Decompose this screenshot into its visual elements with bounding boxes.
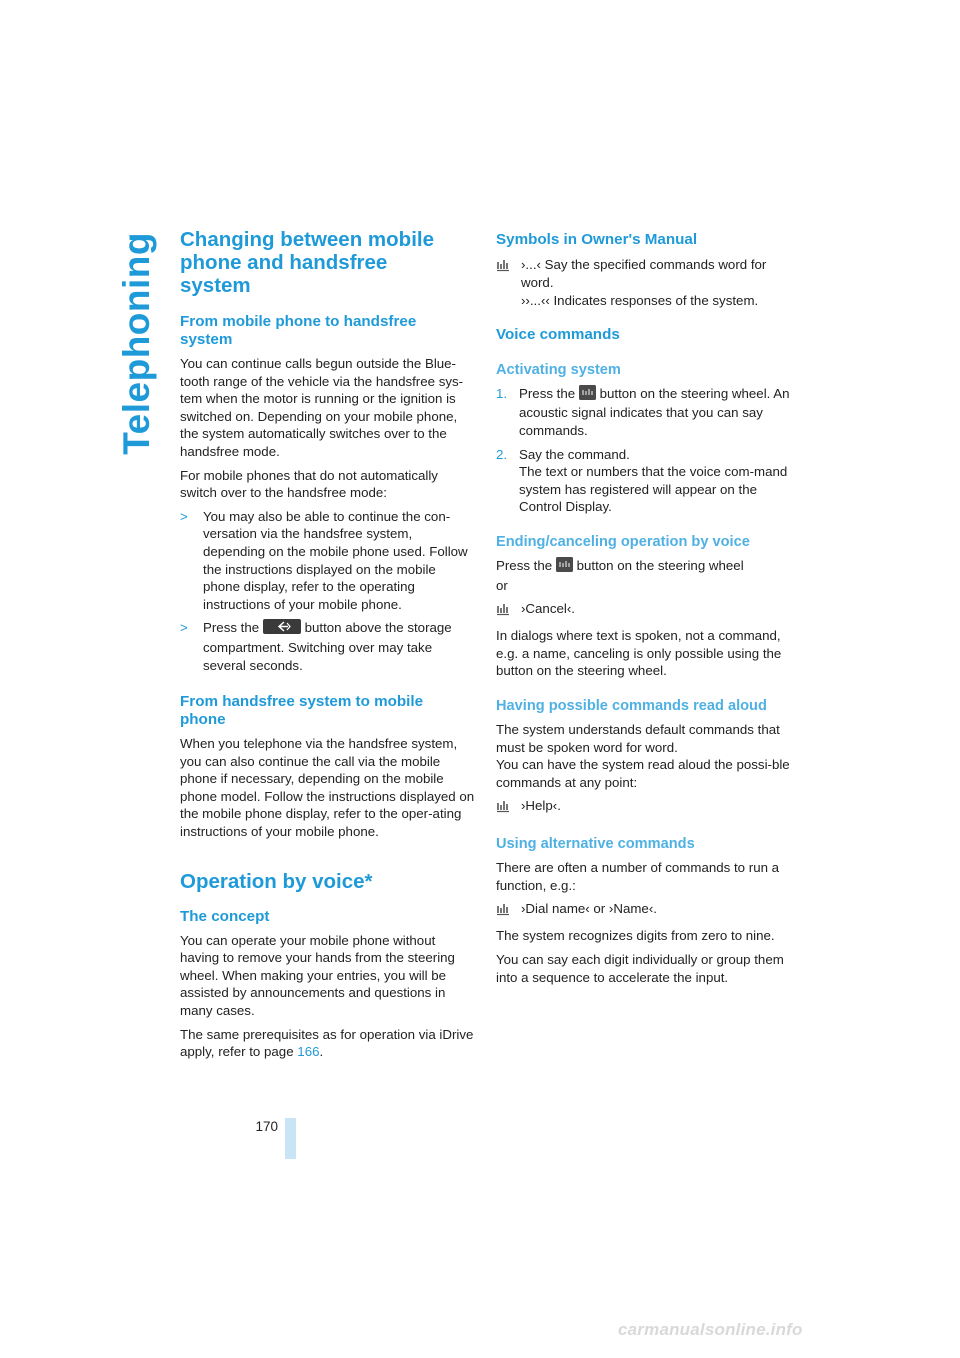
heading-operation-by-voice: Operation by voice* [180, 869, 373, 893]
microphone-icon [496, 797, 521, 818]
step-say-command [496, 446, 790, 516]
bullet-continue-conversation [180, 508, 476, 614]
read-aloud-text: You can have the system read aloud the possi-ble commands at any point: [496, 757, 790, 790]
step-text-post: button on the steering wheel. An acoustic signal indicates that you can say commands. [519, 385, 790, 438]
paragraph-alternative: There are often a number of commands to run a function, e.g.: [496, 860, 780, 893]
steering-wheel-voice-button-icon [579, 385, 596, 405]
symbol-say-text: ›...‹ Say the specified commands word for word. [521, 257, 767, 290]
command-cancel-text: ›Cancel‹. [521, 601, 575, 617]
steering-wheel-voice-button-icon [556, 557, 573, 577]
heading-symbols: Symbols in Owner's Manual [496, 231, 698, 248]
microphone-icon [496, 600, 521, 621]
step-press-button [496, 385, 790, 440]
bullet-marker: > [180, 508, 188, 524]
prerequisites-text: The same prerequisites as for operation via iDrive apply, refer to page [180, 1026, 474, 1060]
default-commands-text: The system understands default commands that must be spoken word for word. [496, 721, 780, 755]
prerequisites-period: . [319, 1044, 324, 1060]
paragraph-prerequisites [180, 1026, 476, 1061]
page-marker-bar [285, 1118, 296, 1159]
paragraph-digits-range: The system recognizes digits from zero to nine. [496, 928, 775, 944]
page-number: 170 [255, 1119, 278, 1134]
heading-alternative-commands: Using alternative commands [496, 836, 695, 853]
heading-read-aloud: Having possible commands read aloud [496, 697, 767, 714]
heading-activating-system: Activating system [496, 361, 621, 378]
phone-transfer-button-icon [263, 619, 301, 639]
paragraph-default-commands [496, 721, 790, 791]
bullet-text: You may also be able to continue the con-versation via the handsfree system, depending on the mobile phone used. Follow the instructions displayed on the mobile phone display, refer to the operating instructions of your mobile phone. [203, 508, 468, 612]
paragraph-concept: You can operate your mobile phone without having to remove your hands from the steering wheel. When making your entries, you will be assisted by announcements and questions in many cases. [180, 932, 455, 1019]
microphone-icon [496, 900, 521, 921]
symbol-responses-text: ››...‹‹ Indicates responses of the system. [521, 293, 759, 309]
paragraph-continue-on-mobile: When you telephone via the handsfree system, you can also continue the call via the mobile phone if necessary, depending on the mobile phone model. Follow the instructions displayed on the mobile phone display, refer to the oper-ating instructions of your mobile phone. [180, 736, 475, 840]
right-column [496, 228, 790, 986]
end-text-pre: Press the [496, 557, 553, 573]
bullet-press-transfer-button [180, 619, 476, 674]
chapter-title: Telephoning [116, 232, 157, 455]
paragraph-bluetooth-continue: You can continue calls begun outside the Blue-tooth range of the vehicle via the handsfree sys-tem when the motor is running or the ignition is switched on. Depending on your mobile phone, the system automatically switches over to the handsfree mode. [180, 356, 464, 459]
heading-mobile-to-handsfree: From mobile phone to handsfree system [180, 313, 417, 348]
paragraph-dialogs-cancel: In dialogs where text is spoken, not a command, e.g. a name, canceling is only possible using the button on the steering wheel. [496, 628, 782, 679]
heading-the-concept: The concept [180, 907, 270, 925]
step-display-text: The text or numbers that the voice com-mand system has registered will appear on the Control Display. [519, 464, 788, 515]
command-dial-name [496, 900, 790, 921]
command-dial-name-text: ›Dial name‹ or ›Name‹. [521, 901, 657, 917]
symbol-say-commands [496, 256, 790, 291]
page-reference-link[interactable]: 166 [297, 1044, 320, 1060]
paragraph-press-to-end [496, 557, 790, 594]
microphone-icon [496, 256, 521, 277]
watermark-logo: carmanualsonline.info [618, 1320, 803, 1339]
paragraph-digits-grouping: You can say each digit individually or group them into a sequence to accelerate the input. [496, 952, 784, 985]
heading-changing-mobile-handsfree: Changing between mobile phone and handsfree system [180, 228, 434, 297]
paragraph-no-auto-switch: For mobile phones that do not automatically switch over to the handsfree mode: [180, 467, 438, 501]
bullet-text-pre: Press the [203, 620, 260, 636]
command-cancel [496, 600, 790, 621]
heading-ending-canceling: Ending/canceling operation by voice [496, 533, 750, 550]
end-text-post: button on the steering wheel [576, 557, 744, 573]
left-column [180, 228, 476, 1061]
heading-handsfree-to-mobile: From handsfree system to mobile phone [180, 693, 424, 729]
step-number: 2. [496, 446, 508, 462]
heading-voice-commands: Voice commands [496, 325, 620, 343]
step-say-text: Say the command. [519, 446, 630, 462]
symbol-responses [496, 292, 790, 310]
bullet-text-post: button above the storage compartment. Switching over may take several seconds. [203, 620, 452, 673]
command-help-text: ›Help‹. [521, 798, 561, 814]
bullet-marker: > [180, 620, 188, 636]
step-text-pre: Press the [519, 385, 576, 401]
command-help [496, 797, 790, 818]
step-number: 1. [496, 385, 508, 401]
end-or: or [496, 577, 508, 593]
